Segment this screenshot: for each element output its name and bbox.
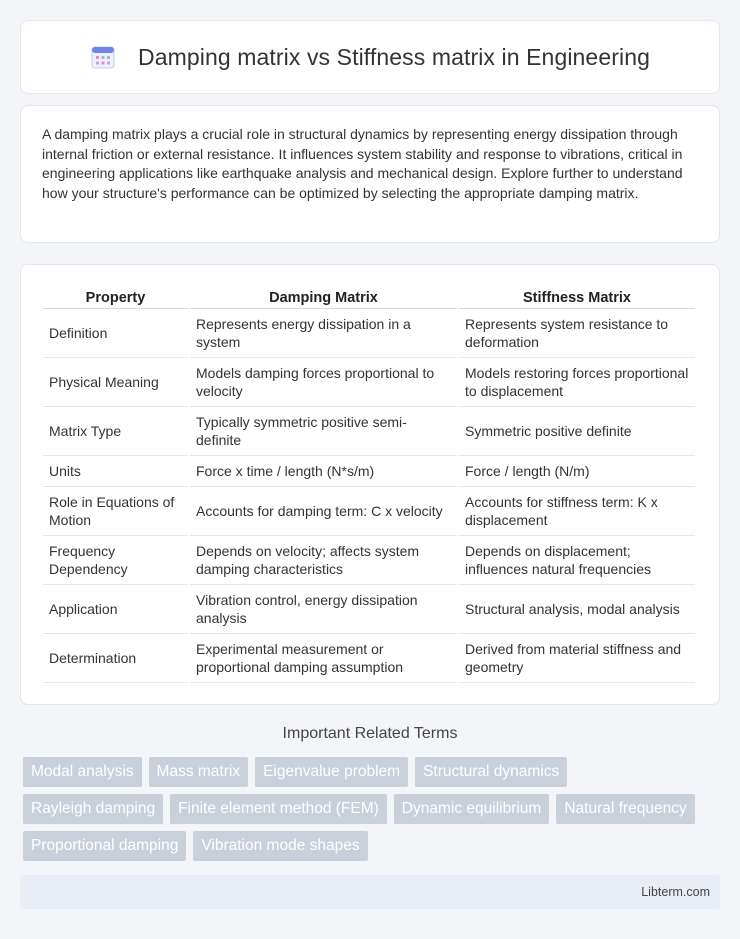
table-cell: Experimental measurement or proportional damping assumption	[190, 634, 457, 683]
table-cell: Typically symmetric positive semi-definite	[190, 407, 457, 456]
table-cell: Depends on displacement; influences natural frequencies	[459, 536, 695, 585]
table-cell: Physical Meaning	[43, 358, 188, 407]
table-cell: Represents system resistance to deformation	[459, 309, 695, 358]
table-cell: Symmetric positive definite	[459, 407, 695, 456]
tag-mass-matrix[interactable]: Mass matrix	[149, 757, 249, 787]
table-cell: Structural analysis, modal analysis	[459, 585, 695, 634]
table-cell: Determination	[43, 634, 188, 683]
table-row	[43, 634, 695, 683]
tag-finite-element-method[interactable]: Finite element method (FEM)	[170, 794, 387, 824]
intro-text: A damping matrix plays a crucial role in structural dynamics by representing energy dissipation through internal friction or external resistance. It influences system stability and response to vibrations, critical in engineering applications like earthquake analysis and mechanical design. Explore further to understand how your structure's performance can be optimized by selecting the appropriate damping matrix.	[42, 126, 683, 201]
footer	[20, 875, 720, 909]
table-cell: Derived from material stiffness and geometry	[459, 634, 695, 683]
tag-rayleigh-damping[interactable]: Rayleigh damping	[23, 794, 163, 824]
table-row	[43, 309, 695, 358]
tag-proportional-damping[interactable]: Proportional damping	[23, 831, 186, 861]
table-cell: Accounts for stiffness term: K x displacement	[459, 487, 695, 536]
table-cell: Represents energy dissipation in a system	[190, 309, 457, 358]
tag-eigenvalue-problem[interactable]: Eigenvalue problem	[255, 757, 408, 787]
table-cell: Role in Equations of Motion	[43, 487, 188, 536]
table-cell: Definition	[43, 309, 188, 358]
header-card	[20, 20, 720, 94]
intro-card	[20, 105, 720, 243]
related-terms-heading: Important Related Terms	[282, 725, 458, 742]
table-cell: Application	[43, 585, 188, 634]
table-cell: Models restoring forces proportional to displacement	[459, 358, 695, 407]
table-cell: Vibration control, energy dissipation analysis	[190, 585, 457, 634]
related-terms-list	[23, 757, 723, 868]
tag-structural-dynamics[interactable]: Structural dynamics	[415, 757, 567, 787]
table-row	[43, 407, 695, 456]
tag-natural-frequency[interactable]: Natural frequency	[556, 794, 694, 824]
table-cell: Force x time / length (N*s/m)	[190, 456, 457, 487]
table-row	[43, 585, 695, 634]
column-header: Stiffness Matrix	[459, 285, 695, 309]
column-header: Property	[43, 285, 188, 309]
table-cell: Force / length (N/m)	[459, 456, 695, 487]
comparison-table	[41, 285, 697, 683]
calendar-icon	[90, 44, 116, 70]
comparison-card	[20, 264, 720, 705]
tag-dynamic-equilibrium[interactable]: Dynamic equilibrium	[394, 794, 550, 824]
table-row	[43, 487, 695, 536]
tag-vibration-mode-shapes[interactable]: Vibration mode shapes	[193, 831, 367, 861]
column-header: Damping Matrix	[190, 285, 457, 309]
footer-site-link[interactable]: Libterm.com	[641, 885, 710, 899]
page-title: Damping matrix vs Stiffness matrix in Engineering	[138, 43, 650, 70]
tag-modal-analysis[interactable]: Modal analysis	[23, 757, 142, 787]
table-cell: Accounts for damping term: C x velocity	[190, 487, 457, 536]
table-row	[43, 456, 695, 487]
table-cell: Depends on velocity; affects system damping characteristics	[190, 536, 457, 585]
table-cell: Frequency Dependency	[43, 536, 188, 585]
table-cell: Matrix Type	[43, 407, 188, 456]
table-cell: Models damping forces proportional to velocity	[190, 358, 457, 407]
table-row	[43, 536, 695, 585]
table-row	[43, 358, 695, 407]
table-cell: Units	[43, 456, 188, 487]
